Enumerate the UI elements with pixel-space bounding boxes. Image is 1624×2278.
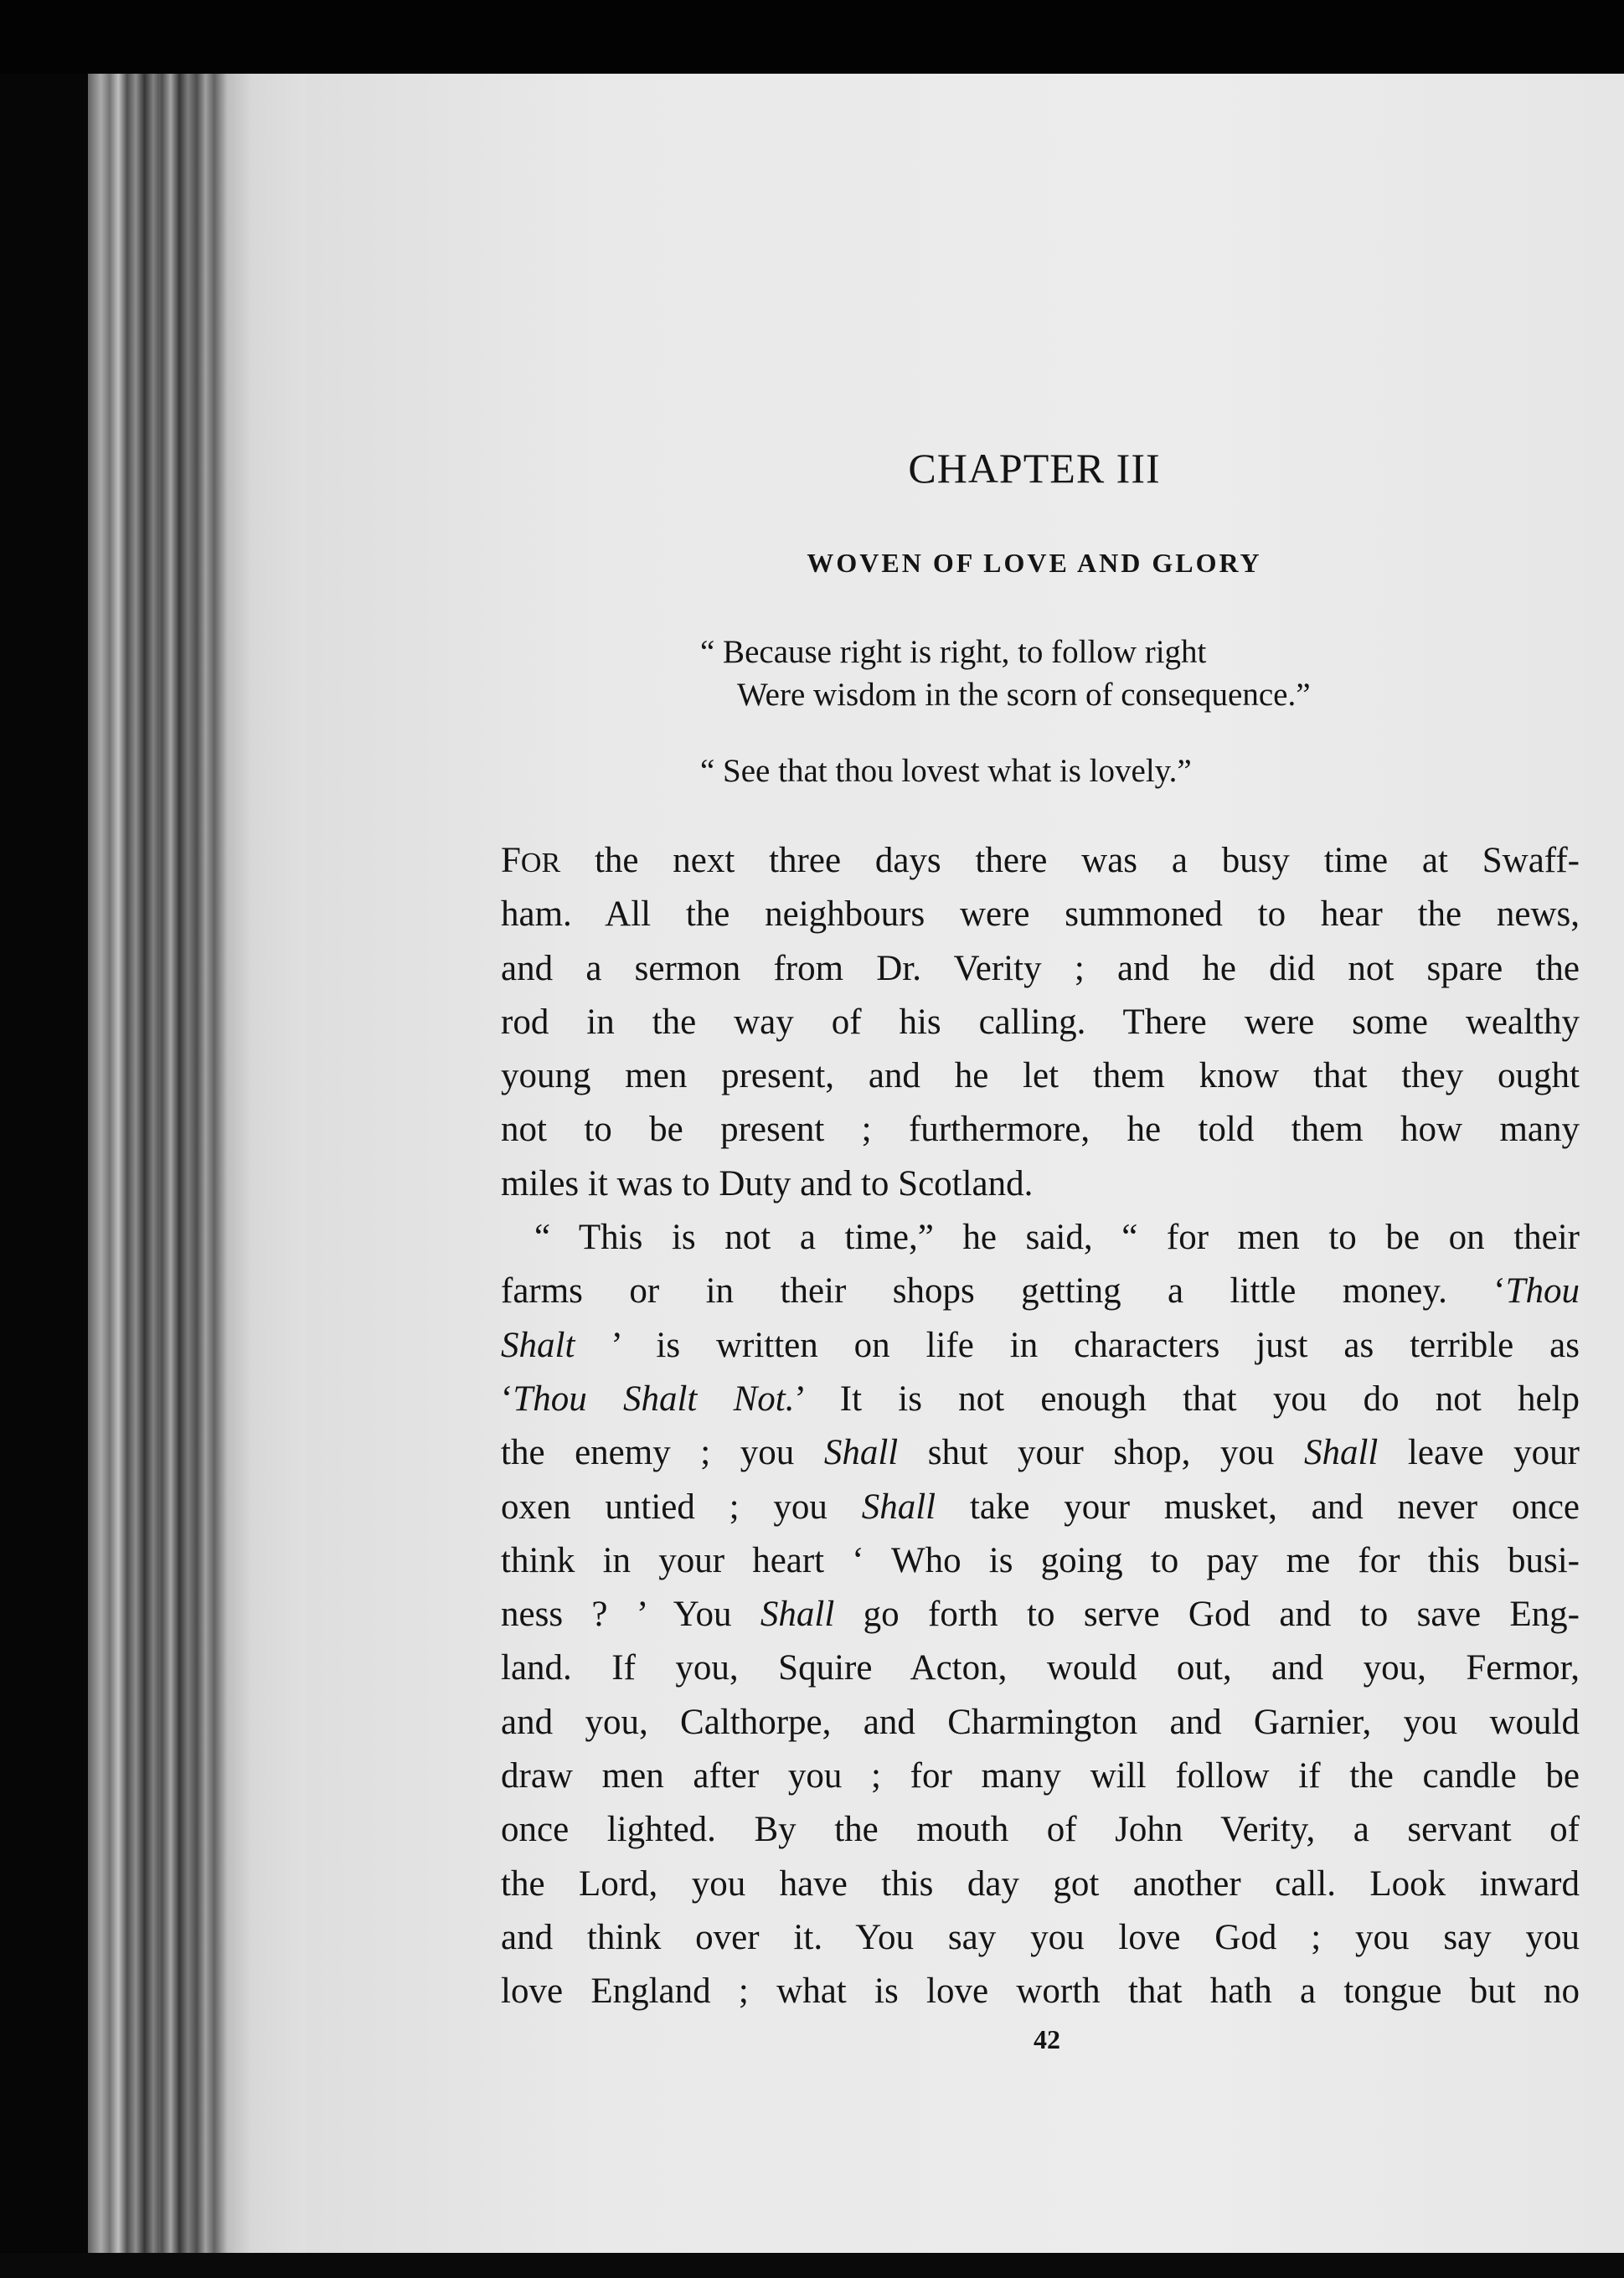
drop-cap: F bbox=[501, 841, 521, 880]
text-line bbox=[501, 1481, 1580, 1534]
italic-text: Shall bbox=[861, 1487, 936, 1527]
italic-text: Shall bbox=[1303, 1433, 1379, 1473]
italic-text: Thou Shalt Not. bbox=[513, 1379, 795, 1419]
text-line: miles it was to Duty and to Scotland. bbox=[501, 1163, 1034, 1203]
text-segment: oxen untied ; you bbox=[501, 1487, 862, 1527]
text-line bbox=[501, 1373, 1580, 1426]
italic-text: Thou bbox=[1505, 1271, 1580, 1312]
text-line: and think over it. You say you love God ; you say you bbox=[501, 1917, 1580, 1957]
chapter-title: CHAPTER III bbox=[908, 445, 1161, 492]
text-line bbox=[501, 1588, 1580, 1642]
text-line: think in your heart ‘ Who is going to pay me for this busi- bbox=[501, 1540, 1580, 1580]
text-line bbox=[501, 834, 1580, 888]
text-segment: leave your bbox=[1378, 1433, 1580, 1473]
text-line: land. If you, Squire Acton, would out, and you, Fermor, bbox=[501, 1648, 1580, 1688]
chapter-subtitle: WOVEN OF LOVE AND GLORY bbox=[807, 548, 1262, 578]
text-segment: ’ is written on life in characters just as terrible as bbox=[575, 1325, 1580, 1365]
text-segment: go forth to serve God and to save Eng- bbox=[834, 1595, 1580, 1635]
text-segment: ness ? ’ You bbox=[501, 1595, 760, 1635]
small-caps-word: OR bbox=[520, 848, 561, 879]
text-line: ham. All the neighbours were summoned to hear the news, bbox=[501, 894, 1580, 935]
text-segment: shut your shop, you bbox=[898, 1433, 1304, 1473]
text-segment: the enemy ; you bbox=[501, 1433, 824, 1473]
text-segment: ’ It is not enough that you do not help bbox=[794, 1379, 1580, 1419]
text-segment: ‘ bbox=[501, 1379, 513, 1419]
text-line bbox=[501, 1426, 1580, 1480]
text-segment: the next three days there was a busy time at Swaff- bbox=[560, 841, 1580, 880]
text-line: and you, Calthorpe, and Charmington and Garnier, you would bbox=[501, 1702, 1580, 1742]
italic-text: Shall bbox=[760, 1595, 835, 1635]
text-line bbox=[501, 1265, 1580, 1318]
epigraph-line-2: Were wisdom in the scorn of consequence.” bbox=[737, 677, 1311, 713]
text-line: young men present, and he let them know that they ought bbox=[501, 1056, 1580, 1096]
epigraph-line-1: “ Because right is right, to follow right bbox=[700, 634, 1207, 670]
text-line: not to be present ; furthermore, he told them how many bbox=[501, 1110, 1580, 1150]
text-line: the Lord, you have this day got another call. Look inward bbox=[501, 1863, 1580, 1904]
epigraph-line-3: “ See that thou lovest what is lovely.” bbox=[700, 753, 1192, 789]
text-segment: take your musket, and never once bbox=[936, 1487, 1580, 1527]
text-line: rod in the way of his calling. There were some wealthy bbox=[501, 1002, 1580, 1042]
text-line: draw men after you ; for many will follow if the candle be bbox=[501, 1756, 1580, 1796]
body-text bbox=[501, 834, 1580, 2019]
text-line: once lighted. By the mouth of John Verity, a servant of bbox=[501, 1810, 1580, 1850]
text-line bbox=[501, 1319, 1580, 1373]
text-segment: farms or in their shops getting a little money. ‘ bbox=[501, 1271, 1506, 1312]
text-line: and a sermon from Dr. Verity ; and he did not spare the bbox=[501, 948, 1580, 988]
page-number: 42 bbox=[1034, 2024, 1060, 2054]
text-line: love England ; what is love worth that hath a tongue but no bbox=[501, 1971, 1580, 2012]
italic-text: Shalt bbox=[501, 1325, 575, 1365]
italic-text: Shall bbox=[823, 1433, 899, 1473]
text-line: “ This is not a time,” he said, “ for men to be on their bbox=[534, 1218, 1580, 1258]
